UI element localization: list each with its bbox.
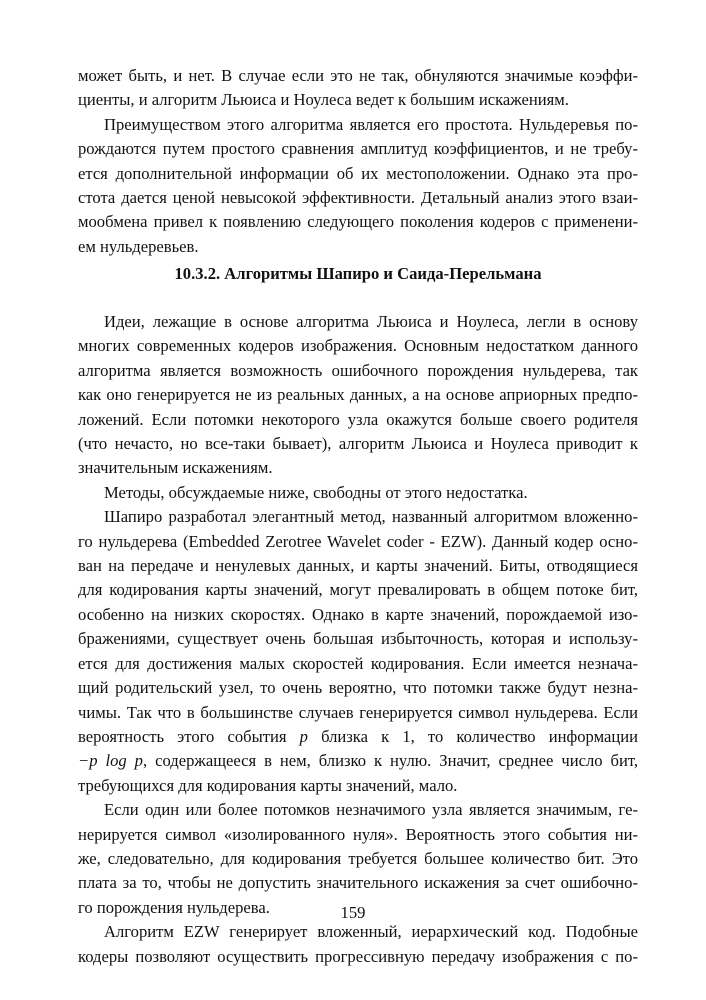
text-line: кодеры позволяют осуществить прогрессивную передачу изображения с по- (78, 946, 638, 966)
paragraph-2 (78, 113, 638, 259)
text-fragment: , содержащееся в нем, близко к нулю. Значит, среднее число бит, (142, 751, 638, 771)
text-line: ван на передаче и ненулевых данных, и карты значений. Биты, отводящиеся (78, 556, 638, 576)
text-line: Идеи, лежащие в основе алгоритма Льюиса и Ноулеса, легли в основу (104, 312, 638, 331)
paragraph-5 (78, 505, 638, 798)
text-line: плата за то, чтобы не допустить значительного искажения за счет ошибочно- (78, 873, 638, 893)
paragraph-1 (78, 64, 638, 113)
text-line: ется дополнительной информации об их местоположении. Однако эта про- (78, 163, 638, 183)
text-line: бражениями, существует очень большая избыточность, которая и использу- (78, 629, 638, 649)
text-line: чимы. Так что в большинстве случаев генерируется символ нульдерева. Если (78, 702, 638, 722)
text-line: мообмена привел к появлению следующего поколения кодеров с применени- (78, 212, 638, 232)
text-line: для кодирования карты значений, могут превалировать в общем потоке бит, (78, 580, 638, 600)
text-line: многих современных кодеров изображения. Основным недостатком данного (78, 336, 638, 356)
text-line: рождаются путем простого сравнения амплитуд коэффициентов, и не требу- (78, 139, 638, 159)
text-line (78, 725, 638, 749)
text-line: особенно на низких скоростях. Однако в карте значений, порождаемой изо- (78, 604, 638, 624)
text-line: же, следовательно, для кодирования требуется большее количество бит. Это (78, 848, 638, 868)
paragraph-7 (78, 920, 638, 969)
text-line: стота дается ценой невысокой эффективности. Детальный анализ этого взаи- (78, 188, 638, 208)
text-line (78, 749, 638, 773)
text-line: нерируется символ «изолированного нуля». Вероятность этого события ни- (78, 824, 638, 844)
text-line: может быть, и нет. В случае если это не так, обнуляются значимые коэффи- (78, 66, 638, 85)
text-line: го порождения нульдерева. (78, 897, 270, 917)
text-line: Преимуществом этого алгоритма является его простота. Нульдеревья по- (104, 114, 638, 134)
text-line: го нульдерева (Embedded Zerotree Wavelet coder - EZW). Данный кодер осно- (78, 531, 638, 551)
text-line: щий родительский узел, то очень вероятно, что потомки также будут незна- (78, 678, 638, 698)
text-line: требующихся для кодирования карты значений, мало. (78, 775, 458, 795)
text-line: Если один или более потомков незначимого узла является значимым, ге- (104, 800, 638, 820)
text-line: алгоритма является возможность ошибочного порождения нульдерева, так (78, 360, 638, 380)
text-line: ложений. Если потомки некоторого узла окажутся больше своего родителя (78, 409, 638, 429)
text-line: Методы, обсуждаемые ниже, свободны от этого недостатка. (104, 482, 528, 502)
paragraph-4 (78, 481, 638, 505)
text-line: (что нечасто, но все-таки бывает), алгоритм Льюиса и Ноулеса приводит к (78, 434, 638, 454)
text-line: как оно генерируется не из реальных данных, а на основе априорных предпо- (78, 385, 638, 405)
text-line: циенты, и алгоритм Льюиса и Ноулеса ведет к большим искажениям. (78, 90, 569, 110)
text-line: ем нульдеревьев. (78, 236, 199, 256)
text-line: значительным искажениям. (78, 458, 273, 478)
page-number: 159 (340, 903, 366, 922)
math-variable-p: p (299, 726, 308, 746)
text-line: Алгоритм EZW генерирует вложенный, иерархический код. Подобные (104, 922, 638, 942)
section-heading: 10.3.2. Алгоритмы Шапиро и Саида-Перельмана (174, 264, 542, 283)
math-expression-plogp: −p log p (78, 751, 143, 771)
main-text-block (78, 310, 638, 969)
text-line: Шапиро разработал элегантный метод, названный алгоритмом вложенно- (104, 507, 638, 527)
text-line: ется для достижения малых скоростей кодирования. Если имеется незнача- (78, 653, 638, 673)
paragraph-6 (78, 798, 638, 920)
paragraph-3 (78, 310, 638, 481)
text-fragment: вероятность этого события (78, 726, 287, 746)
top-text-block (78, 64, 638, 259)
text-fragment: близка к 1, то количество информации (321, 726, 638, 746)
